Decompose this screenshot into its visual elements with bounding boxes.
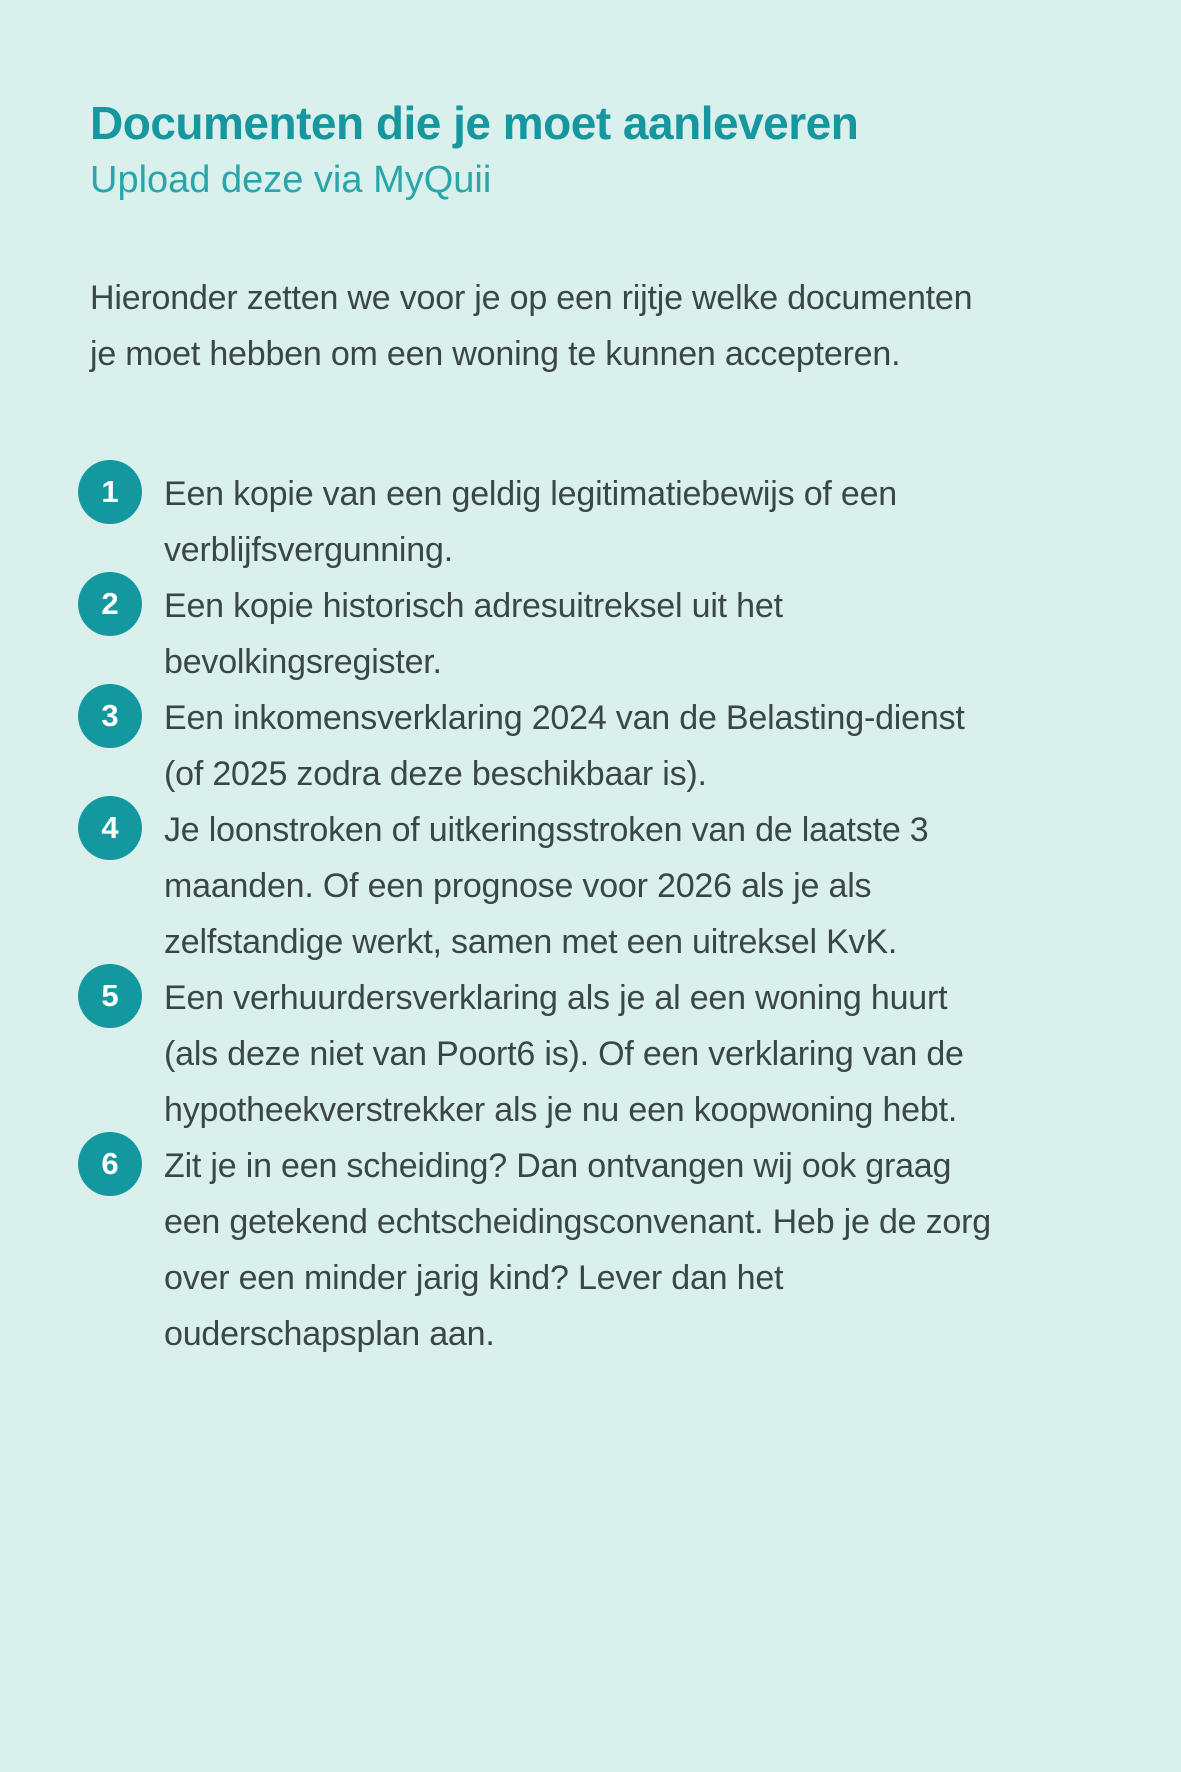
checklist-item bbox=[90, 802, 1091, 970]
item-number-badge: 1 bbox=[78, 460, 142, 524]
item-text: Een inkomensverklaring 2024 van de Belasting-dienst (of 2025 zodra deze beschikbaar is). bbox=[164, 699, 965, 794]
item-text: Een kopie historisch adresuitreksel uit het bevolkingsregister. bbox=[164, 587, 783, 682]
item-text: Een verhuurdersverklaring als je al een woning huurt (als deze niet van Poort6 is). Of een verklaring van de hypotheekverstrekker als je nu een koopwoning hebt. bbox=[164, 979, 964, 1130]
intro-text: Hieronder zetten we voor je op een rijtje welke documenten je moet hebben om een woning te kunnen accepteren. bbox=[90, 279, 973, 374]
checklist-item bbox=[90, 1138, 1091, 1362]
item-text: Een kopie van een geldig legitimatiebewijs of een verblijfsvergunning. bbox=[164, 475, 898, 570]
page-title: Documenten die je moet aanleveren bbox=[90, 97, 859, 149]
item-number-badge: 5 bbox=[78, 964, 142, 1028]
document-checklist bbox=[90, 466, 1091, 1362]
item-number-badge: 6 bbox=[78, 1132, 142, 1196]
item-number-badge: 2 bbox=[78, 572, 142, 636]
checklist-item bbox=[90, 466, 1091, 578]
checklist-item bbox=[90, 690, 1091, 802]
item-text: Je loonstroken of uitkeringsstroken van de laatste 3 maanden. Of een prognose voor 2026 als je als zelfstandige werkt, samen met een uitreksel KvK. bbox=[164, 811, 929, 962]
item-text: Zit je in een scheiding? Dan ontvangen wij ook graag een getekend echtscheidingsconvenant. Heb je de zorg over een minder jarig kind? Lever dan het ouderschapsplan aan. bbox=[164, 1147, 991, 1354]
checklist-item bbox=[90, 970, 1091, 1138]
page-subtitle: Upload deze via MyQuii bbox=[90, 158, 492, 201]
item-number-badge: 4 bbox=[78, 796, 142, 860]
item-number-badge: 3 bbox=[78, 684, 142, 748]
checklist-item bbox=[90, 578, 1091, 690]
